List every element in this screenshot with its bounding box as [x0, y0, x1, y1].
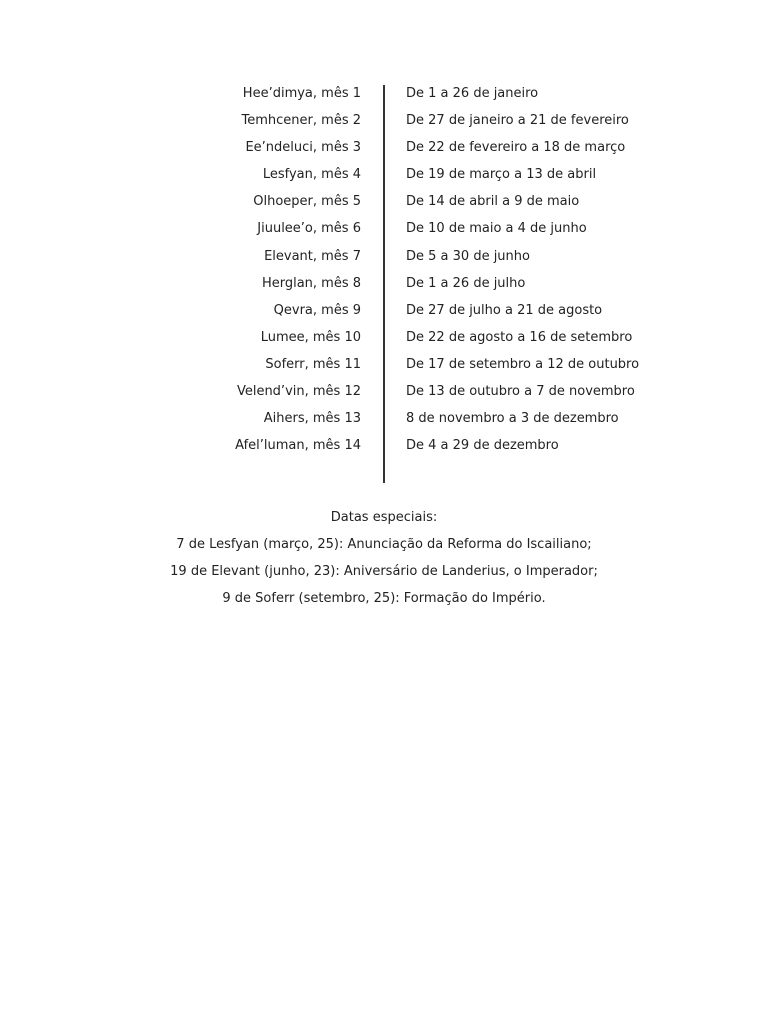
special-dates-section	[0, 508, 768, 616]
month-name: Soferr, mês 11	[265, 356, 361, 372]
month-date-range: De 17 de setembro a 12 de outubro	[406, 356, 640, 372]
month-date-range: De 1 a 26 de janeiro	[406, 86, 539, 101]
month-name: Qevra, mês 9	[273, 302, 361, 318]
month-date-range: De 1 a 26 de julho	[406, 275, 526, 291]
month-name: Afel’luman, mês 14	[235, 438, 361, 454]
month-name: Hee’dimya, mês 1	[242, 86, 361, 101]
month-date-range: De 5 a 30 de junho	[406, 248, 530, 264]
month-name: Ee’ndeluci, mês 3	[245, 140, 361, 156]
month-date-range: De 22 de fevereiro a 18 de março	[406, 140, 626, 156]
month-name: Elevant, mês 7	[264, 248, 361, 264]
month-date-range: De 19 de março a 13 de abril	[406, 167, 597, 183]
month-name: Aihers, mês 13	[263, 411, 361, 427]
month-name: Lumee, mês 10	[260, 329, 361, 345]
special-date-item: 7 de Lesfyan (março, 25): Anunciação da Reforma do Iscailiano;	[176, 537, 592, 552]
month-name: Jiuulee’o, mês 6	[257, 221, 361, 237]
month-name: Lesfyan, mês 4	[262, 167, 361, 183]
month-date-range: De 27 de julho a 21 de agosto	[406, 302, 603, 318]
special-date-item: 19 de Elevant (junho, 23): Aniversário de Landerius, o Imperador;	[170, 564, 598, 579]
month-name: Herglan, mês 8	[261, 275, 361, 291]
month-date-range: De 27 de janeiro a 21 de fevereiro	[406, 113, 629, 129]
month-date-range: De 14 de abril a 9 de maio	[406, 194, 580, 210]
month-name: Olhoeper, mês 5	[253, 194, 361, 210]
special-dates-heading: Datas especiais:	[330, 510, 438, 525]
month-date-range: 8 de novembro a 3 de dezembro	[406, 411, 619, 427]
month-name: Temhcener, mês 2	[241, 113, 361, 129]
column-divider	[383, 85, 385, 483]
month-date-range: De 10 de maio a 4 de junho	[406, 221, 587, 237]
month-name: Velend’vin, mês 12	[236, 384, 361, 400]
month-date-range: De 22 de agosto a 16 de setembro	[406, 329, 633, 345]
month-date-range: De 4 a 29 de dezembro	[406, 438, 559, 454]
month-date-range: De 13 de outubro a 7 de novembro	[406, 384, 635, 400]
special-date-item: 9 de Soferr (setembro, 25): Formação do Império.	[222, 591, 546, 606]
